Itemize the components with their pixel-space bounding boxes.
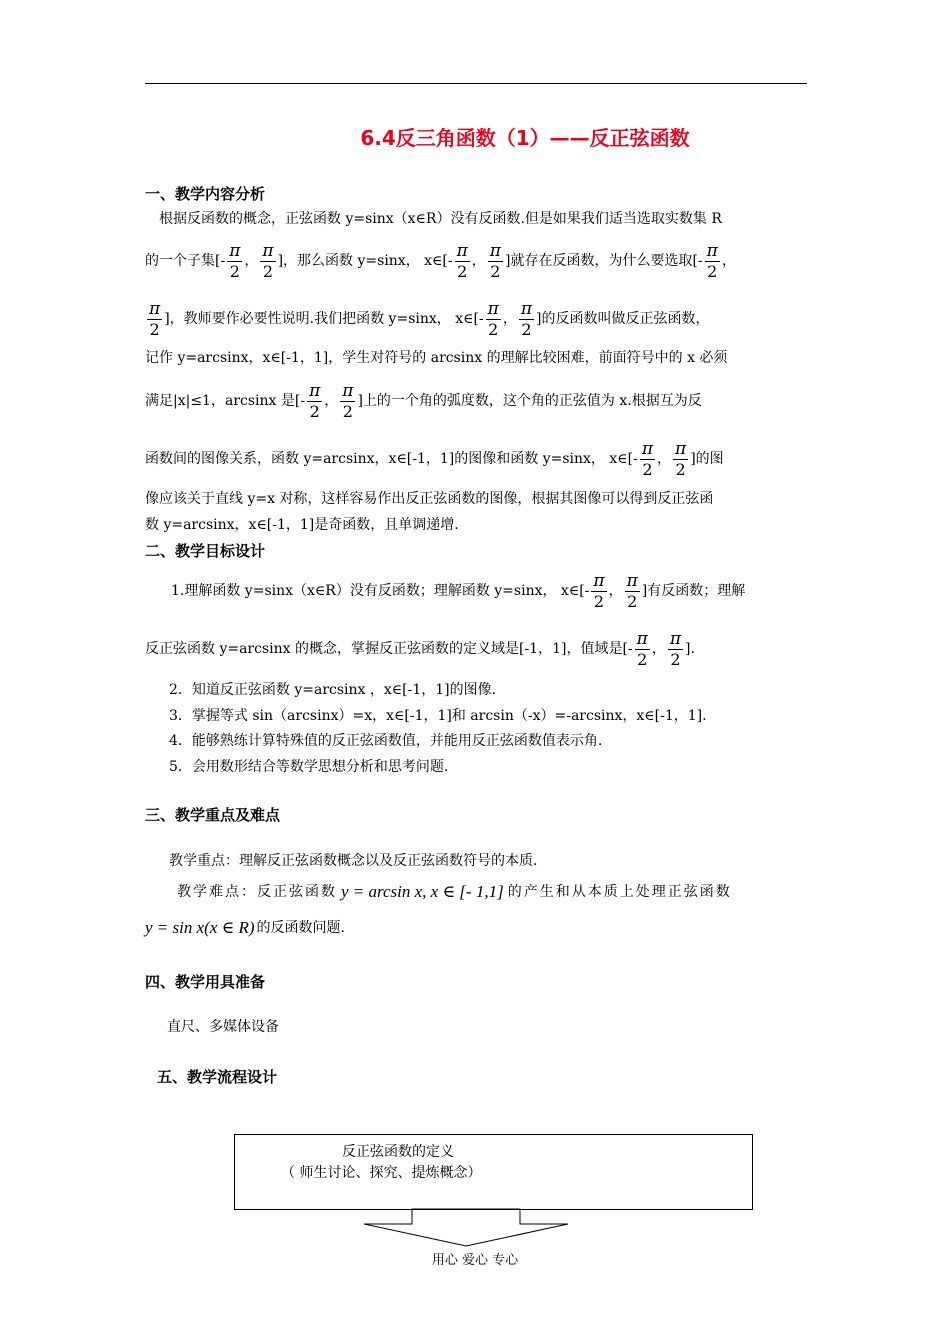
fraction-pi-over-2: $\frac{\pi}{2}$: [593, 570, 605, 611]
formula-sin-real: y = sin x(x ∈ R): [145, 918, 255, 937]
goal-item-1: 1.理解函数 y=sinx（x∈R）没有反函数；理解函数 y=sinx， x∈[- $\frac{\pi}{2}$ ， $\frac{\pi}{2}$ ]有反函数；理解: [171, 570, 746, 611]
fraction-pi-over-2: $\frac{\pi}{2}$: [626, 570, 638, 611]
paragraph-line: 记作 y=arcsinx，x∈[-1，1]，学生对符号的 arcsinx 的理解比较困难，前面符号中的 x 必须: [145, 350, 728, 366]
paragraph-line: 满足|x|≤1，arcsinx 是[- $\frac{\pi}{2}$ ， $\frac{\pi}{2}$ ]上的一个角的弧度数，这个角的正弦值为 x.根据互为反: [145, 380, 702, 421]
fraction-pi-over-2: $\frac{\pi}{2}$: [262, 240, 274, 281]
goal-item-1-cont: 反正弦函数 y=arcsinx 的概念，掌握反正弦函数的定义域是[-1，1]，值域是[- $\frac{\pi}{2}$ ， $\frac{\pi}{2}$ ].: [145, 628, 695, 669]
goal-item-2: 2．知道反正弦函数 y=arcsinx ，x∈[-1，1]的图像.: [169, 682, 497, 698]
header-rule: [145, 83, 807, 84]
fraction-pi-over-2: $\frac{\pi}{2}$: [456, 240, 468, 281]
page-title: 6.4反三角函数（1）——反正弦函数: [360, 126, 690, 150]
flow-box-title: 反正弦函数的定义: [342, 1144, 454, 1160]
section-heading-flow: 五、教学流程设计: [157, 1068, 278, 1086]
difficult-point-cont: y = sin x(x ∈ R) 的反函数问题.: [145, 918, 345, 937]
flow-box-definition: [234, 1134, 753, 1210]
section-heading-tools: 四、教学用具准备: [145, 973, 266, 991]
flow-arrow-down: [360, 1208, 572, 1248]
paragraph-line: 根据反函数的概念，正弦函数 y=sinx（x∈R）没有反函数.但是如果我们适当选取实数集 R: [159, 211, 722, 227]
fraction-pi-over-2: $\frac{\pi}{2}$: [520, 298, 533, 339]
section-heading-goals: 二、教学目标设计: [145, 542, 266, 560]
fraction-pi-over-2: $\frac{\pi}{2}$: [706, 240, 718, 281]
fraction-pi-over-2: $\frac{\pi}{2}$: [675, 438, 687, 479]
key-point: 教学重点：理解反正弦函数概念以及反正弦函数符号的本质.: [169, 853, 538, 869]
fraction-pi-over-2: $\frac{\pi}{2}$: [641, 438, 654, 479]
paragraph-line: 数 y=arcsinx，x∈[-1，1]是奇函数，且单调递增.: [145, 517, 459, 533]
tools-text: 直尺、多媒体设备: [167, 1019, 279, 1035]
goal-item-5: 5．会用数形结合等数学思想分析和思考问题.: [169, 759, 449, 775]
paragraph-line: 像应该关于直线 y=x 对称，这样容易作出反正弦函数的图像，根据其图像可以得到反正弦函: [145, 491, 714, 507]
fraction-pi-over-2: $\frac{\pi}{2}$: [229, 240, 241, 281]
fraction-pi-over-2: $\frac{\pi}{2}$: [669, 628, 682, 669]
page-footer: 用心 爱心 专心: [431, 1253, 519, 1268]
goal-item-3: 3．掌握等式 sin（arcsinx）=x，x∈[-1，1]和 arcsin（-x）=-arcsinx，x∈[-1，1].: [169, 708, 707, 724]
paragraph-line: 函数间的图像关系，函数 y=arcsinx，x∈[-1，1]的图像和函数 y=sinx， x∈[- $\frac{\pi}{2}$ ， $\frac{\pi}{2}$ ]的图: [145, 438, 724, 479]
fraction-pi-over-2: $\frac{\pi}{2}$: [342, 380, 354, 421]
difficult-point: 教学难点：反正弦函数 y = arcsin x, x ∈ [- 1,1] 的产生和从本质上处理正弦函数: [177, 882, 732, 901]
goal-item-4: 4．能够熟练计算特殊值的反正弦函数值，并能用反正弦函数值表示角.: [169, 733, 603, 749]
section-heading-key-points: 三、教学重点及难点: [145, 806, 281, 824]
fraction-pi-over-2: $\frac{\pi}{2}$: [636, 628, 648, 669]
paragraph-line: $\frac{\pi}{2}$ ]，教师要作必要性说明.我们把函数 y=sinx， x∈[- $\frac{\pi}{2}$ ， $\frac{\pi}{2}$ ]的反函数叫做反正弦函数，: [149, 298, 710, 339]
fraction-pi-over-2: $\frac{\pi}{2}$: [487, 298, 499, 339]
fraction-pi-over-2: $\frac{\pi}{2}$: [149, 298, 161, 339]
flow-box-subtitle: （ 师生讨论、探究、提炼概念）: [281, 1165, 482, 1181]
formula-arcsin-domain: y = arcsin x, x ∈ [- 1,1]: [341, 882, 504, 901]
fraction-pi-over-2: $\frac{\pi}{2}$: [309, 380, 321, 421]
section-heading-content-analysis: 一、教学内容分析: [145, 185, 266, 203]
fraction-pi-over-2: $\frac{\pi}{2}$: [489, 240, 501, 281]
paragraph-line: 的一个子集[- $\frac{\pi}{2}$ ， $\frac{\pi}{2}$ ]，那么函数 y=sinx， x∈[- $\frac{\pi}{2}$ ， $\frac{\pi}{2}$ ]就存在反函数，为什么要选取[- $\frac{\pi}{2}$ ，: [145, 240, 736, 281]
